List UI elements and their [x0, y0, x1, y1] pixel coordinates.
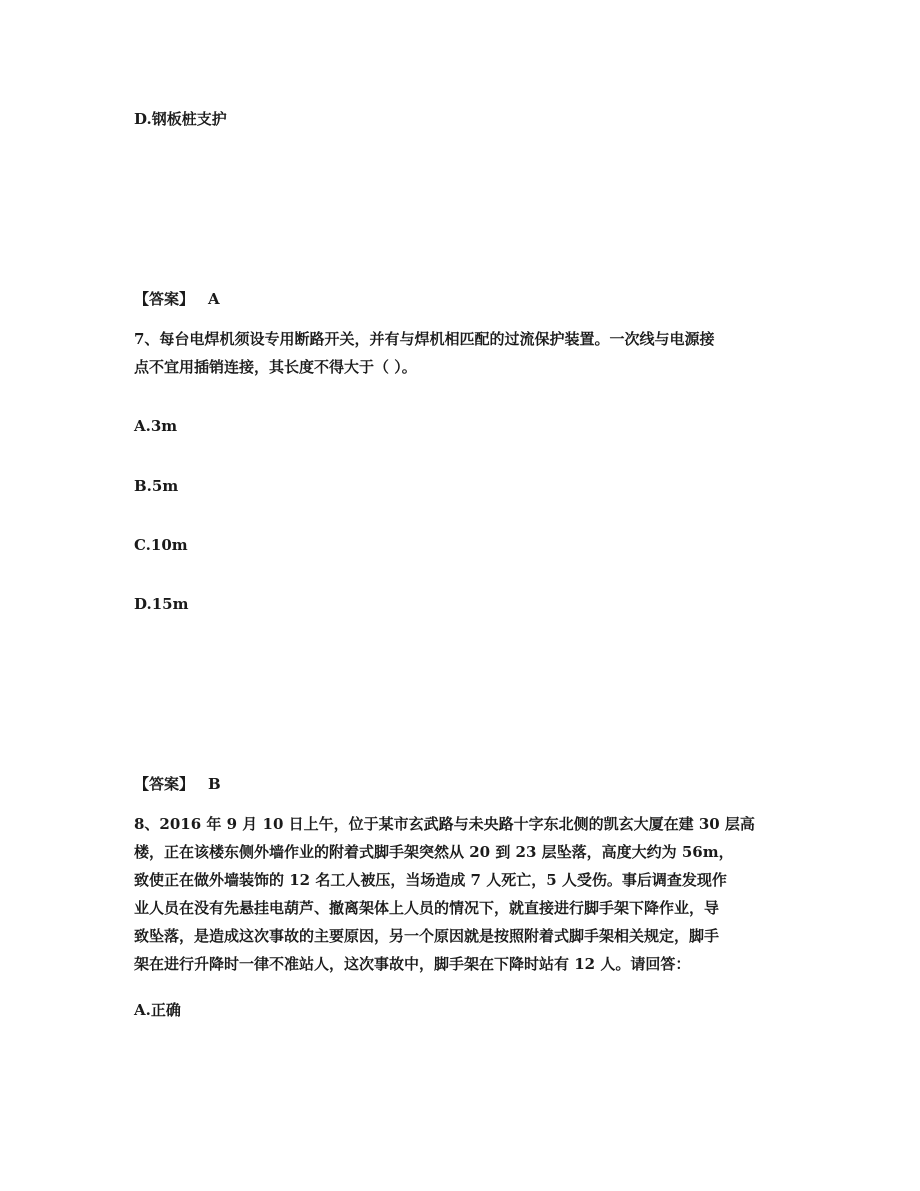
answer-value: B — [208, 775, 221, 793]
option-d[interactable]: D.15m — [134, 595, 189, 613]
question-7-line-1: 7、每台电焊机须设专用断路开关，并有与焊机相匹配的过流保护装置。一次线与电源接 — [134, 330, 715, 348]
question-8-line-5: 致坠落，是造成这次事故的主要原因，另一个原因就是按照附着式脚手架相关规定，脚手 — [134, 927, 720, 945]
answer-label: 【答案】 — [134, 775, 195, 793]
option-c[interactable]: C.10m — [134, 536, 188, 554]
question-8-text — [134, 817, 782, 985]
question-8-line-2: 楼，正在该楼东侧外墙作业的附着式脚手架突然从 20 到 23 层坠落，高度大约为 56m， — [134, 843, 734, 861]
question-7-text — [134, 332, 782, 388]
option-a[interactable]: A.3m — [134, 417, 178, 435]
question-8-line-6: 架在进行升降时一律不准站人，这次事故中，脚手架在下降时站有 12 人。请回答： — [134, 955, 691, 973]
question-8-line-1: 8、2016 年 9 月 10 日上午，位于某市玄武路与未央路十字东北侧的凯玄大厦在建 30 层高 — [134, 815, 755, 833]
answer-value: A — [208, 290, 220, 308]
question-8-line-4: 业人员在没有先悬挂电葫芦、撤离架体上人员的情况下，就直接进行脚手架下降作业，导 — [134, 899, 720, 917]
question-7-line-2: 点不宜用插销连接，其长度不得大于（ ）。 — [134, 358, 417, 376]
option-a-correct[interactable]: A.正确 — [134, 1001, 181, 1019]
option-b[interactable]: B.5m — [134, 477, 179, 495]
answer-label: 【答案】 — [134, 290, 195, 308]
question-8-line-3: 致使正在做外墙装饰的 12 名工人被压，当场造成 7 人死亡，5 人受伤。事后调查发现作 — [134, 871, 727, 889]
answer-label-7 — [134, 777, 221, 792]
answer-label-6 — [134, 292, 220, 307]
option-d-prev: D.钢板桩支护 — [134, 110, 227, 128]
